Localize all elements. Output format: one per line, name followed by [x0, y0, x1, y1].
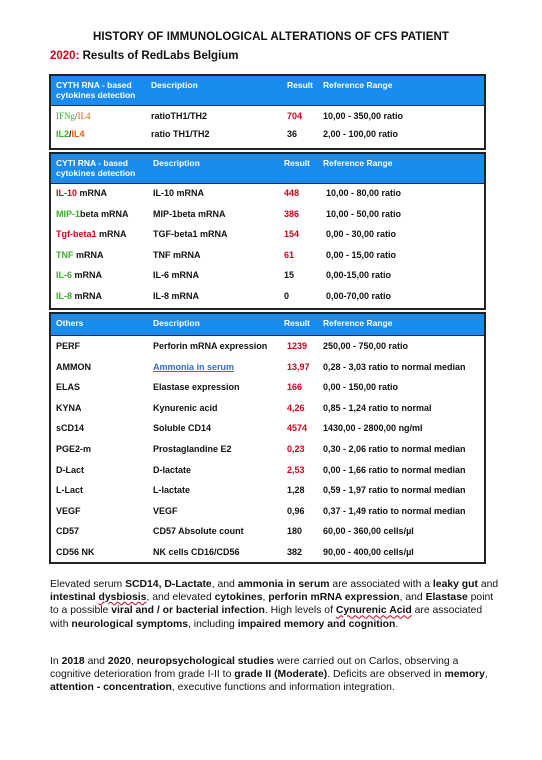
table-row [51, 287, 484, 308]
table-row [51, 480, 484, 501]
row-result: 61 [284, 249, 295, 260]
table-row [51, 439, 484, 460]
neuropsych-paragraph: In 2018 and 2020, neuropsychological studies were carried out on Carlos, observing a cognitive deterioration from grade I-II to grade II (Moderate). Deficits are observed in memory, attention - concentration, executive functions and information integration. [50, 656, 488, 694]
row-result: 0,96 [287, 505, 305, 516]
row-description: Prostaglandine E2 [153, 443, 232, 454]
row-name: CD56 NK [56, 546, 95, 557]
header-col-2: Description [151, 80, 198, 90]
row-reference: 0,37 - 1,49 ratio to normal median [323, 505, 466, 516]
table-row [51, 106, 484, 126]
table-row [51, 246, 484, 267]
row-name: CD57 [56, 526, 80, 537]
row-description: L-lactate [153, 485, 191, 496]
row-result: 704 [287, 111, 303, 121]
table-row [51, 357, 484, 378]
row-description: VEGF [153, 505, 178, 516]
table-row [51, 418, 484, 439]
header-col-4: Reference Range [323, 80, 393, 90]
subtitle-year: 2020: [50, 50, 80, 62]
row-name: L-Lact [56, 485, 83, 496]
cyti-table [49, 152, 486, 310]
row-reference: 10,00 - 50,00 ratio [326, 208, 402, 219]
row-result: 1,28 [287, 485, 305, 496]
row-result: 1239 [287, 341, 308, 351]
row-name: TNF mRNA [56, 249, 104, 260]
row-reference: 250,00 - 750,00 ratio [323, 341, 409, 351]
table-row [51, 205, 484, 226]
row-description: IL-8 mRNA [153, 290, 200, 301]
row-reference: 2,00 - 100,00 ratio [323, 129, 399, 139]
row-reference: 0,30 - 2,06 ratio to normal median [323, 443, 466, 454]
row-name: sCD14 [56, 423, 85, 434]
row-reference: 60,00 - 360,00 cells/µl [323, 526, 414, 537]
subtitle-text: Results of RedLabs Belgium [79, 50, 239, 62]
row-reference: 0,00 - 30,00 ratio [326, 229, 397, 240]
row-reference: 0,00 - 15,00 ratio [326, 249, 397, 260]
row-name: MIP-1beta mRNA [56, 208, 129, 219]
row-reference: 0,28 - 3,03 ratio to normal median [323, 361, 466, 372]
row-result: 448 [284, 188, 300, 198]
row-description: CD57 Absolute count [153, 526, 244, 537]
table-row [51, 501, 484, 522]
table-row [51, 184, 484, 205]
row-name: IL-10 mRNA [56, 188, 108, 198]
row-name: PERF [56, 341, 81, 351]
row-name: PGE2-m [56, 443, 92, 454]
table-row [51, 398, 484, 419]
ammonia-link[interactable]: Ammonia in serum [153, 361, 235, 372]
row-description: TGF-beta1 mRNA [153, 229, 228, 240]
header-col-3: Result [284, 158, 310, 168]
row-reference: 0,00 - 150,00 ratio [323, 382, 399, 393]
row-name: ELAS [56, 382, 81, 393]
others-table [49, 312, 486, 564]
header-col-3: Result [287, 80, 313, 90]
header-col-3: Result [284, 318, 310, 328]
table-row [51, 521, 484, 542]
cyth-table-header [51, 76, 484, 106]
row-description: NK cells CD16/CD56 [153, 546, 240, 557]
row-reference: 0,00-70,00 ratio [326, 290, 392, 301]
header-col-2: Description [153, 318, 200, 328]
row-description: Elastase expression [153, 382, 240, 393]
row-name: IL-8 mRNA [56, 290, 103, 301]
row-result: 2,53 [287, 464, 305, 475]
row-name: D-Lact [56, 464, 85, 475]
row-reference: 0,59 - 1,97 ratio to normal median [323, 485, 466, 496]
findings-paragraph: Elevated serum SCD14, D-Lactate, and ammonia in serum are associated with a leaky gut and intestinal dysbiosis, and elevated cytokines, perforin mRNA expression, and Elastase point to a possible viral and / or bacterial infection. High levels of Cynurenic Acid are associated with neurological symptoms, including impaired memory and cognition. [50, 579, 499, 630]
row-result: 15 [284, 270, 295, 281]
row-description: Kynurenic acid [153, 402, 218, 413]
table-row [51, 266, 484, 287]
header-col-4: Reference Range [323, 318, 393, 328]
row-description: IL-6 mRNA [153, 270, 200, 281]
row-name: Tgf-beta1 mRNA [56, 229, 127, 240]
cyti-table-header [51, 154, 484, 184]
row-name: IFNg/IL4 [56, 111, 91, 121]
row-description: Soluble CD14 [153, 423, 212, 434]
row-reference: 90,00 - 400,00 cells/µl [323, 546, 414, 557]
table-row [51, 542, 484, 563]
row-result: 13,97 [287, 361, 310, 372]
row-name: IL2/IL4 [56, 129, 85, 139]
row-reference: 0,85 - 1,24 ratio to normal [323, 402, 432, 413]
cyth-table [49, 74, 486, 150]
row-name: KYNA [56, 402, 82, 413]
header-col-1: CYTH RNA - based cytokines detection [56, 80, 136, 100]
table-row [51, 377, 484, 398]
row-name: AMMON [56, 361, 91, 372]
header-col-2: Description [153, 158, 200, 168]
row-result: 166 [287, 382, 303, 393]
row-description: MIP-1beta mRNA [153, 208, 226, 219]
row-result: 0,23 [287, 443, 305, 454]
header-col-1: CYTI RNA - based cytokines detection [56, 158, 136, 178]
row-reference: 0,00-15,00 ratio [326, 270, 392, 281]
row-result: 180 [287, 526, 303, 537]
table-row [51, 126, 484, 146]
row-description: IL-10 mRNA [153, 188, 205, 198]
row-result: 386 [284, 208, 300, 219]
row-reference: 10,00 - 350,00 ratio [323, 111, 404, 121]
header-col-4: Reference Range [323, 158, 393, 168]
table-row [51, 336, 484, 357]
row-description: ratio TH1/TH2 [151, 129, 210, 139]
row-description: D-lactate [153, 464, 192, 475]
row-name: VEGF [56, 505, 81, 516]
document-title: HISTORY OF IMMUNOLOGICAL ALTERATIONS OF CFS PATIENT [92, 31, 450, 43]
row-result: 0 [284, 290, 290, 301]
others-table-header [51, 314, 484, 336]
row-description: ratioTH1/TH2 [151, 111, 208, 121]
document-subtitle [50, 50, 239, 62]
row-result: 4,26 [287, 402, 305, 413]
header-col-1: Others [56, 318, 84, 328]
row-name: IL-6 mRNA [56, 270, 103, 281]
row-description: TNF mRNA [153, 249, 201, 260]
table-row [51, 460, 484, 481]
row-reference: 10,00 - 80,00 ratio [326, 188, 402, 198]
row-reference: 1430,00 - 2800,00 ng/ml [323, 423, 423, 434]
row-result: 4574 [287, 423, 308, 434]
table-row [51, 225, 484, 246]
row-result: 382 [287, 546, 303, 557]
row-description: Perforin mRNA expression [153, 341, 268, 351]
row-result: 154 [284, 229, 300, 240]
row-reference: 0,00 - 1,66 ratio to normal median [323, 464, 466, 475]
row-result: 36 [287, 129, 298, 139]
